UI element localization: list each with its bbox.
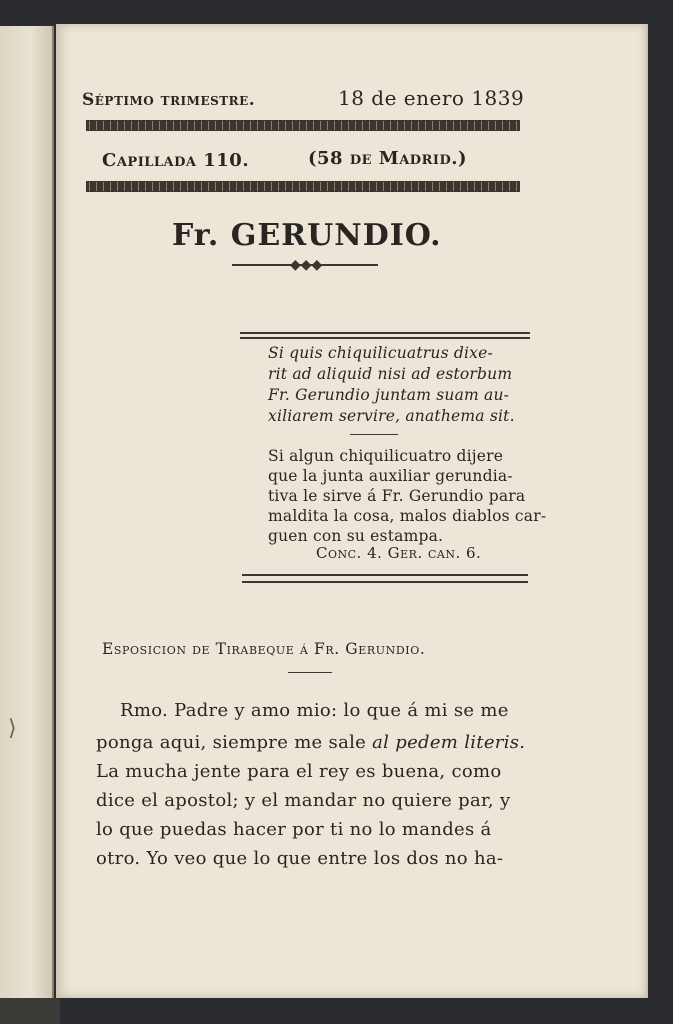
epigraph-spanish-line: tiva le sirve á Fr. Gerundio para xyxy=(268,487,526,505)
title-flourish-ornament: ◆◆◆ xyxy=(290,257,323,273)
epigraph-source: Conc. 4. Ger. can. 6. xyxy=(316,544,482,562)
epigraph-spanish-line: maldita la cosa, malos diablos car- xyxy=(268,507,547,525)
epigraph-latin-line: Fr. Gerundio juntam suam au- xyxy=(268,386,510,404)
body-line: otro. Yo veo que lo que entre los dos no ha- xyxy=(96,848,504,869)
document-page xyxy=(56,24,648,998)
section-divider xyxy=(288,672,332,673)
epigraph-spanish-line: guen con su estampa. xyxy=(268,527,444,545)
page-mark: ⟩ xyxy=(8,716,17,741)
page-title: Fr. GERUNDIO. xyxy=(172,218,442,253)
issue-date: 18 de enero 1839 xyxy=(338,86,525,110)
body-line: dice el apostol; y el mandar no quiere par, y xyxy=(96,790,511,811)
epigraph-spanish-line: que la junta auxiliar gerundia- xyxy=(268,467,513,485)
epigraph-top-rule xyxy=(240,332,530,339)
epigraph-latin-line: rit ad aliquid nisi ad estorbum xyxy=(268,365,513,383)
epigraph-spanish-line: Si algun chiquilicuatro dijere xyxy=(268,447,504,465)
book-spine-bottom xyxy=(0,998,60,1024)
epigraph-latin-line: xiliarem servire, anathema sit. xyxy=(268,407,515,425)
epigraph-bottom-rule xyxy=(242,574,528,583)
body-line-roman: ponga aqui, siempre me sale xyxy=(96,732,373,753)
header-ornament-rule-2 xyxy=(86,181,520,192)
section-title: Esposicion de Tirabeque á Fr. Gerundio. xyxy=(102,640,426,658)
trimester-label: Séptimo trimestre. xyxy=(82,90,256,110)
issue-number: Capillada 110. xyxy=(102,150,250,171)
madrid-number: (58 de Madrid.) xyxy=(308,148,468,169)
body-line: Rmo. Padre y amo mio: lo que á mi se me xyxy=(120,700,509,721)
body-line-italic: al pedem literis. xyxy=(372,732,526,753)
epigraph-latin-line: Si quis chiquilicuatrus dixe- xyxy=(268,344,493,362)
body-line: La mucha jente para el rey es buena, como xyxy=(96,761,502,782)
left-page-edge xyxy=(0,26,54,998)
epigraph-divider xyxy=(350,434,398,435)
body-line xyxy=(96,732,525,753)
body-line: lo que puedas hacer por ti no lo mandes á xyxy=(96,819,492,840)
header-ornament-rule xyxy=(86,120,520,131)
